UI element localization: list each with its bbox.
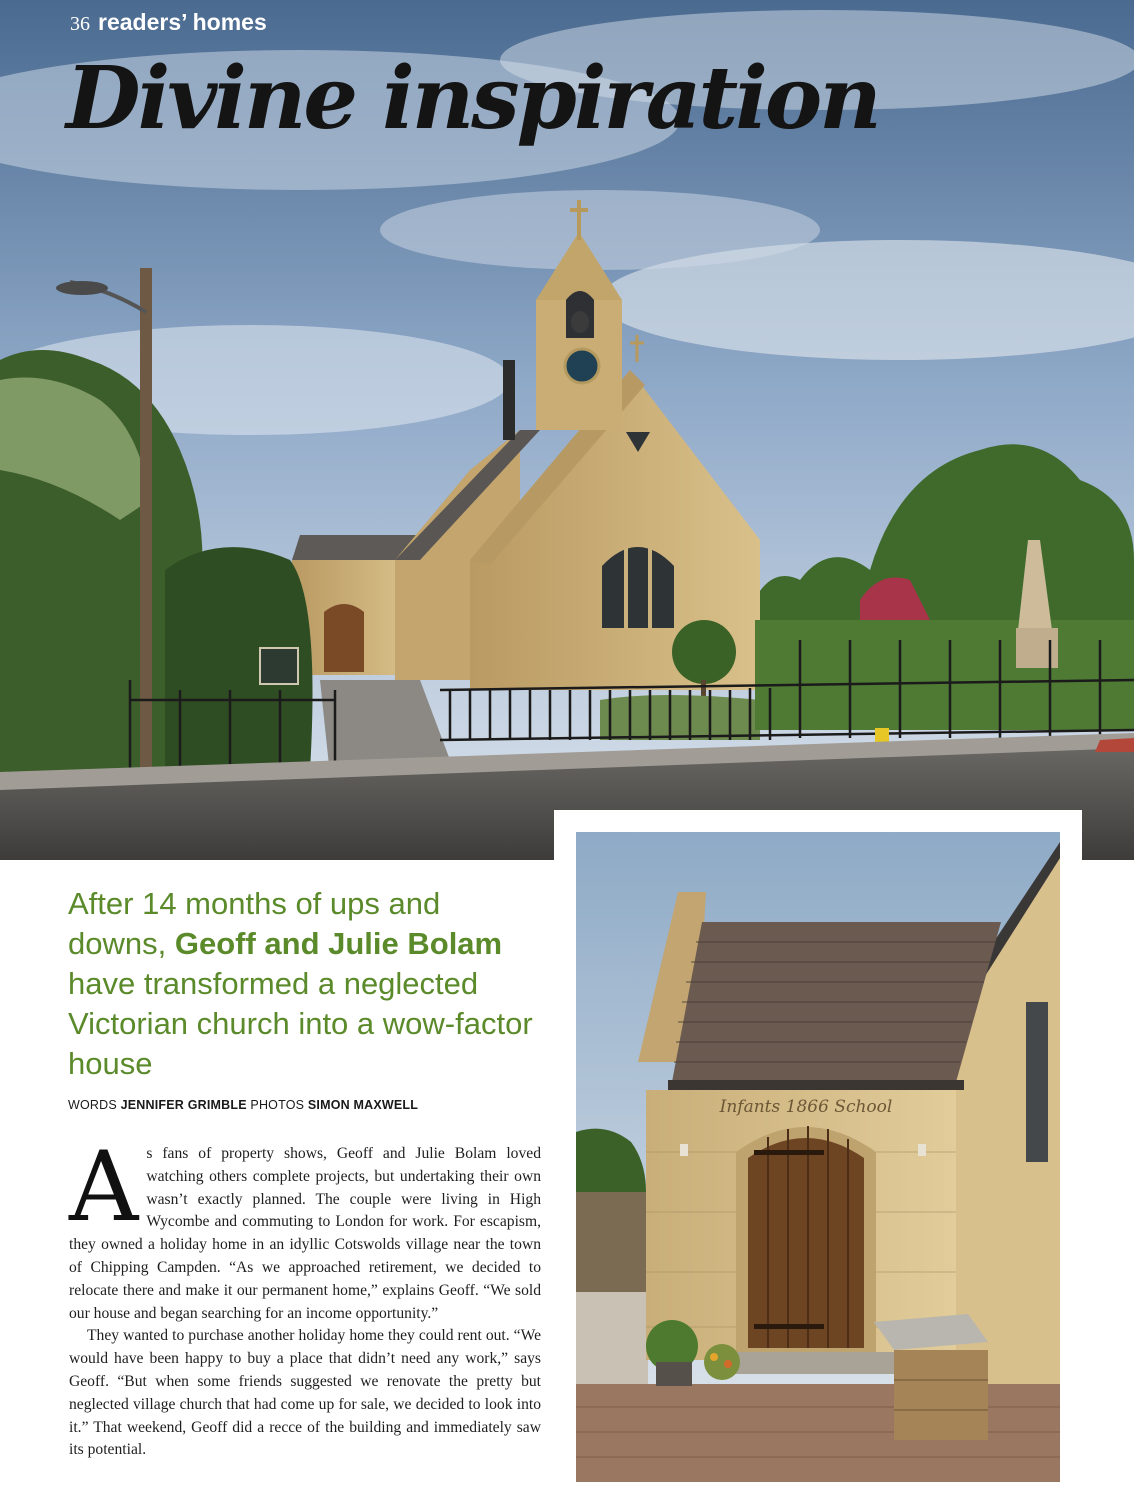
paragraph-2: They wanted to purchase another holiday home they could rent out. “We would have been happy to buy a place that didn’t need any work,” says Geoff. “But when some friends suggested we renovate the pretty but neglected village church that had come up for sale, we decided to look into it.” That weekend, Geoff did a recce of the building and immediately saw its potential. (69, 1327, 541, 1459)
paragraph-1 (69, 1131, 541, 1325)
writer-name: JENNIFER GRIMBLE (120, 1098, 247, 1112)
section-name: readers’ homes (98, 9, 267, 35)
inset-photo (576, 832, 1060, 1482)
photos-label: PHOTOS (250, 1098, 305, 1112)
words-label: WORDS (68, 1098, 117, 1112)
page-title: Divine inspiration (66, 48, 879, 149)
standfirst-part-1: After 14 months of ups and downs, (68, 886, 441, 961)
standfirst-names: Geoff and Julie Bolam (174, 926, 503, 961)
drop-cap: A (69, 1131, 139, 1243)
standfirst (68, 884, 538, 1084)
photographer-name: SIMON MAXWELL (307, 1098, 419, 1112)
school-doorway-illustration (576, 832, 1060, 1482)
standfirst-part-2: have transformed a neglected Victorian church into a wow-factor house (68, 966, 533, 1081)
byline (68, 1098, 548, 1112)
inset-inscription: Infants 1866 School (719, 1097, 893, 1117)
page-number: 36 (70, 13, 90, 35)
page-folio (70, 9, 267, 36)
paragraph-1-text: s fans of property shows, Geoff and Julie Bolam loved watching others complete projects, but undertaking their own wasn’t exactly planned. The couple were living in High Wycombe and commuting to London for work. For escapism, they owned a holiday home in an idyllic Cotswolds village near the town of Chipping Campden. “As we approached retirement, we decided to relocate there and make it our permanent home,” explains Geoff. “We sold our house and began searching for an income opportunity.” (69, 1145, 541, 1322)
article-body (69, 1131, 541, 1462)
